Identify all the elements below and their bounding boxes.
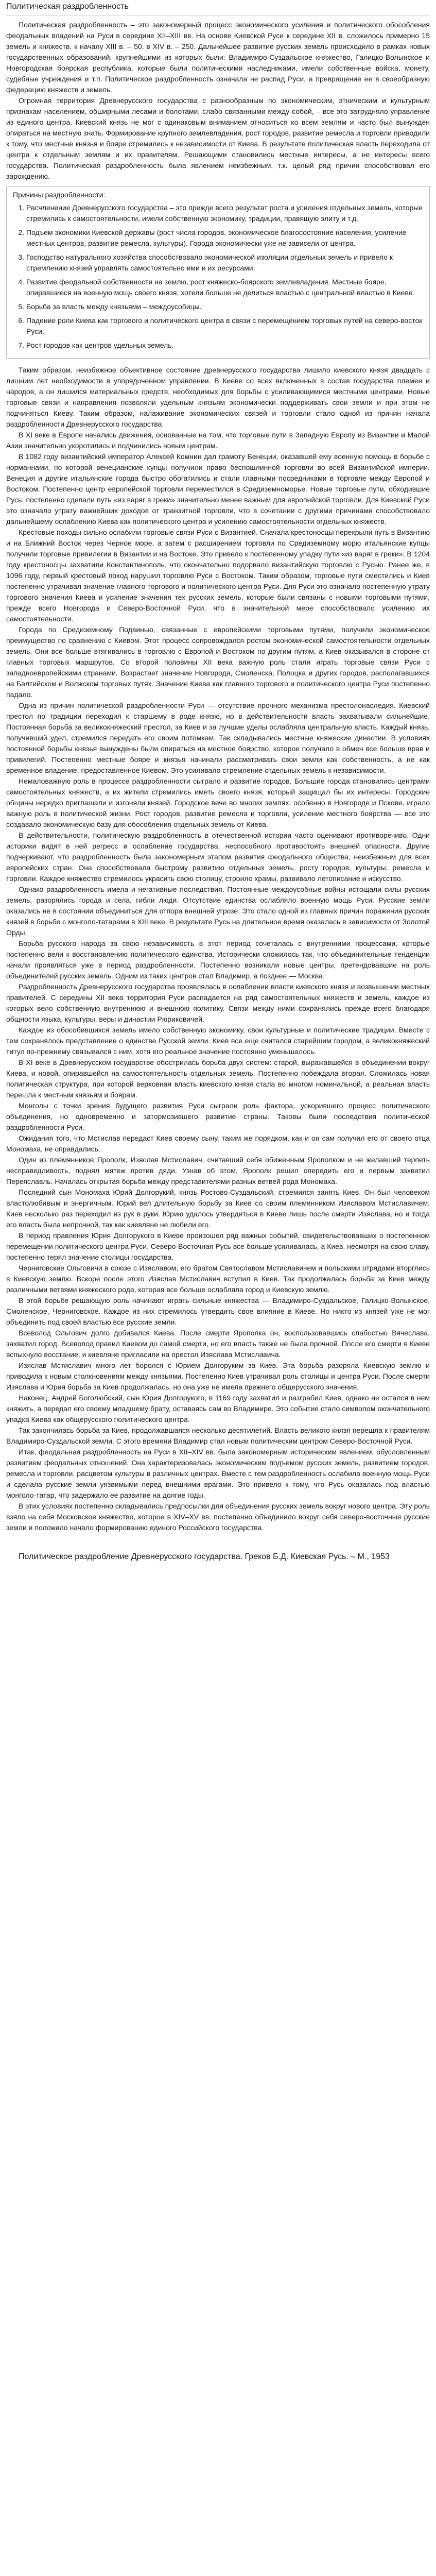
paragraph: В действительности, политическую раздробленность в отечественной истории часто оценивают противоречиво. Одни историки видят в ней регресс и ослабление государства, неспособного противостоять внешней опасности. Другие подчеркивают, что раздробленность была закономерным этапом развития феодального общества, неизбежным для всех европейских стран. Она способствовала быстрому развитию отдельных земель, росту городов, культуры, ремесла и торговли. Каждое княжество стремилось украсить свою столицу, строило храмы, развивало летописание и искусство. xyxy=(6,831,430,883)
cause-text: Подъем экономики Киевской державы (рост числа городов, экономическое благосостояние населения, усиление местных центров, развитие ремесла, культуры). Города экономически уже не зависели от центра. xyxy=(26,228,407,247)
paragraph: Изяслав Мстиславич много лет боролся с Юрием Долгоруким за Киев. Эта борьба разоряла Киевскую землю и приводила к новым столкновениям между князьями. Постепенно Киев утрачивал роль столицы и центра Руси. После смерти Изяслава и Юрия борьба за Киев продолжалась, но она уже не имела прежнего общерусского значения. xyxy=(6,1361,430,1391)
paragraph: Города по Средиземному Подвинью, связанные с европейскими торговыми путями, получили экономическое преимущество по сравнению с Киевом. Этот процесс сопровождался ростом экономической самостоятельности отдельных земель. Они все больше втягивались в торговлю с Европой и Востоком по другим путям, а Киев оказывался в стороне от главных торговых маршрутов. Со второй половины XII века важную роль стали играть торговые связи Руси с западноевропейскими странами. Возрастает значение Новгорода, Смоленска, Полоцка и других городов, располагавшихся на Балтийском и Волжском торговых путях. Значение Киева как главного торгового и политического центра Руси постепенно падало. xyxy=(6,625,430,699)
paragraph: Так закончилась борьба за Киев, продолжавшаяся несколько десятилетий. Власть великого князя перешла к правителям Владимиро-Суздальской земли. С этого времени Владимир стал новым политическим центром Северо-Восточной Руси. xyxy=(6,1426,430,1445)
paragraph: Крестовые походы сильно ослабили торговые связи Руси с Византией. Сначала крестоносцы перекрыли путь в Византию и на Ближний Восток через Черное море, а затем с расширением торговли по Средиземному морю итальянские купцы получили торговые привилегии в Византии и на Востоке. Это привело к постепенному упадку пути «из варяг в греки». В 1204 году крестоносцы захватили Константинополь, что окончательно подорвало византийскую торговлю с Русью. Ранее же, в 1096 году, первый крестовый поход нарушил торговлю Руси с Востоком. Таким образом, торговые пути сместились и Киев постепенно утрачивал значение главного торгового и политического центра Руси. Для Руси это означало постепенную утрату торгового значения Киева и усиление значения тех русских земель, которые были связаны с новыми торговыми путями, прежде всего Новгорода и Северо-Восточной Руси, что в значительной мере способствовало усилению их самостоятельности. xyxy=(6,528,430,623)
paragraph: Однако раздробленность имела и негативные последствия. Постоянные междоусобные войны истощали силы русских земель, разорялись города и села, гибли люди. Отсутствие единства ослабляло военную мощь Руси. Русские земли оказались не в состоянии объединиться для отпора внешней угрозе. Это стало одной из главных причин поражения русских князей в борьбе с монголо-татарами в XIII веке. В результате Русь на длительное время оказалась в зависимости от Золотой Орды. xyxy=(6,885,430,937)
paragraph: Наконец, Андрей Боголюбский, сын Юрия Долгорукого, в 1169 году захватил и разграбил Киев, однако не остался в нем княжить, а передал его своему младшему брату, оставаясь сам во Владимире. Это событие стало символом окончательного упадка Киева как общерусского политического центра. xyxy=(6,1394,430,1423)
cause-number: 7. xyxy=(18,341,24,349)
cause-item xyxy=(13,301,423,312)
paragraph: Последний сын Мономаха Юрий Долгорукий, князь Ростово-Суздальский, стремился занять Киев. Он был человеком властолюбивым и энергичным. Юрий вел длительную борьбу за Киев со своим племянником Изяславом Мстиславичем. Киев несколько раз переходил из рук в руки. Юрию удалось утвердиться в Киеве лишь после смерти Изяслава, но и тогда его власть была непрочной, так как киевляне не любили его. xyxy=(6,1188,430,1229)
paragraph: Монголы с точки зрения будущего развития Руси сыграли роль фактора, ускорившего процесс политического объединения, но одновременно и затормозившего развитие страны. Таковы были последствия политической раздробленности Руси. xyxy=(6,1101,430,1131)
paragraph: Один из племянников Ярополк, Изяслав Мстиславич, считавший себя обиженным Ярополком и не желавший терпеть несправедливость, поднял мятеж против дяди. Узнав об этом, Ярополк решил опередить его и первым захватил Переяславль. Началась открытая борьба между представителями разных ветвей рода Мономаха. xyxy=(6,1156,430,1185)
paragraph: Каждое из обособившихся земель имело собственную экономику, свои культурные и политические традиции. Вместе с тем сохранялось представление о единстве Русской земли. Киев все еще считался старейшим городом, а великокняжеский титул по-прежнему связывался с ним, хотя его реальное значение постоянно уменьшалось. xyxy=(6,1026,430,1056)
paragraph: Огромная территория Древнерусского государства с разнообразным по экономическим, этническим и культурным признакам населением, обширными лесами и болотами, слабо связанными между собой, – все это затрудняло управление из единого центра. Киевский князь не мог с одинаковым вниманием относиться ко всем землям и часто был вынужден опираться на местную знать. Формирование крупного землевладения, рост городов, развитие ремесла и торговли приводили к тому, что местные князья и бояре стремились к независимости от Киева. В результате политическая власть переходила от центра к отдельным землям и их правителям. Решающими становились местные интересы, а не интересы всего государства. Политическая раздробленность была явлением неизбежным, т.к. целый ряд причин способствовал его зарождению. xyxy=(6,96,430,180)
cause-item xyxy=(13,227,423,249)
intro-section xyxy=(6,20,430,182)
cause-number: 2. xyxy=(18,228,24,236)
cause-text: Господство натурального хозяйства способствовало экономической изоляции отдельных земель и привело к стремлению князей управлять самостоятельно ими и их ресурсами. xyxy=(26,253,393,272)
page-title: Политическая раздробленность xyxy=(6,2,129,11)
causes-list xyxy=(13,202,423,351)
cause-number: 6. xyxy=(18,316,24,325)
paragraph: Немаловажную роль в процессе раздробленности сыграло и развитие городов. Большие города становились центрами самостоятельных княжеств, а их жители стремились иметь своего князя, который защищал бы их интересы. Городские общины нередко приглашали и изгоняли князей. Городское вече во многих землях, особенно в Новгороде и Пскове, играло важную роль в политической жизни. Рост городов, развитие ремесла и торговли, усиление местного боярства — все это создавало экономическую базу для обособления отдельных земель от Киева. xyxy=(6,777,430,828)
cause-text: Развитие феодальной собственности на землю, рост княжеско-боярского землевладения. Местные бояре, опиравшиеся на военную мощь своего князя, хотели больше не делиться властью с центральной властью в Киеве. xyxy=(26,278,415,297)
cause-text: Падение роли Киева как торгового и политического центра в связи с перемещением торговых путей на северо-восток Руси. xyxy=(26,316,423,335)
cause-text: Борьба за власть между князьями – междоусобицы. xyxy=(26,302,202,311)
causes-title: Причины раздробленности: xyxy=(13,191,106,199)
paragraph: В XI веке в Европе начались движения, основанные на том, что торговые пути в Западную Европу из Византии и Малой Азии значительно укоротились и подчинились новым центрам. xyxy=(6,431,430,450)
cause-number: 4. xyxy=(18,278,24,286)
cause-number: 1. xyxy=(18,204,24,212)
paragraph: Политическая раздробленность – это закономерный процесс экономического усиления и политического обособления феодальных владений на Руси в середине XII–XIII вв. На основе Киевской Руси к середине XII в. сложилось примерно 15 земель и княжеств, к началу XIII в. – 50, в XIV в. – 250. Дальнейшее развитие русских земель происходило в рамках новых государственных образований, крупнейшими из которых были: Владимиро-Суздальское княжество, Галицко-Волынское и Новгородская боярская республика, которые были политическими наследниками, имели собственные войска, монету, судебные учреждения и т.п. Политическое раздробленность означала не распад Руси, а превращение ее в своеобразную федерацию княжеств и земель. xyxy=(6,21,430,94)
paragraph: Черниговские Ольговичи в союзе с Изяславом, его братом Святославом Мстиславичем и польскими отрядами вторглись в Киевскую землю. Вскоре после этого Изяслав Мстиславич вступил в Киев. Так продолжалась борьба за Киев между различными ветвями княжеского рода, которая все больше ослабляла город и Киевскую землю. xyxy=(6,1264,430,1294)
paragraph: Раздробленность Древнерусского государства проявлялась в ослаблении власти киевского князя и возвышении местных правителей. С середины XII века территория Руси распадается на ряд самостоятельных княжеств и земель, каждое из которых вело собственную внутреннюю и внешнюю политику. Связи между ними сохранялись прежде всего благодаря общности языка, культуры, веры и династии Рюриковичей. xyxy=(6,982,430,1023)
cause-text: Расчленение Древнерусского государства – это прежде всего результат роста и усиления отдельных земель, которые стремились к самостоятельности, имели собственную экономику, традиции, правящую элиту и т.д. xyxy=(26,204,423,223)
paragraph: Итак, феодальная раздробленность на Руси в XII–XIV вв. была закономерным историческим явлением, обусловленным развитием феодальных отношений. Она характеризовалась экономическим подъемом русских земель, развитием городов, ремесла и торговли, расцветом культуры в различных центрах. Вместе с тем раздробленность ослабила военную мощь Руси и сделала русские земли уязвимыми перед внешними врагами. Это привело к тому, что Русь оказалась под властью монголо-татар, что задержало ее развитие на долгие годы. xyxy=(6,1448,430,1499)
cause-item xyxy=(13,277,423,298)
paragraph: В 1082 году византийский император Алексей Комнин дал грамоту Венеции, оказавшей ему военную помощь в борьбе с норманнами, по которой венецианские купцы получили право беспошлинной торговли во всей Византийской империи. Венеция и другие итальянские города быстро обогатились и стали главными посредниками в торговле между Европой и Востоком. Постепенно центр европейской торговли переместился в Средиземноморье. Новые торговые пути, обходившие Русь, постепенно сделали путь «из варяг в греки» значительно менее важным для европейской торговли. Для Киевской Руси это означало утрату важнейших доходов от транзитной торговли, что в сочетании с другими причинами способствовало дальнейшему ослаблению Киева как политического центра и усилению самостоятельности отдельных княжеств. xyxy=(6,452,430,526)
cause-text: Рост городов как центров удельных земель. xyxy=(26,341,174,349)
paragraph: В этих условиях постепенно складывались предпосылки для объединения русских земель вокруг нового центра. Эту роль взяло на себя Московское княжество, которое в XIV–XV вв. постепенно объединило вокруг себя северо-восточные русские земли и положило начало формированию единого Российского государства. xyxy=(6,1502,430,1532)
cause-item xyxy=(13,202,423,224)
cause-number: 5. xyxy=(18,302,24,311)
cause-item xyxy=(13,315,423,337)
paragraph: В этой борьбе решающую роль начинают играть сильные княжества — Владимиро-Суздальское, Галицко-Волынское, Смоленское, Черниговское. Каждое из них стремилось утвердить свое влияние в Киеве. Но никто из князей уже не мог объединить под своей властью все русские земли. xyxy=(6,1296,430,1326)
causes-box xyxy=(6,186,430,359)
paragraph: Всеволод Ольгович долго добивался Киева. После смерти Ярополка он, воспользовавшись слабостью Вячеслава, захватил город. Всеволод правил Киевом до самой смерти, но его власть также не была прочной. После его смерти в Киеве вспыхнуло восстание, и киевляне пригласили на престол Изяслава Мстиславича. xyxy=(6,1329,430,1359)
paragraph: Таким образом, неизбежное объективное состояние древнерусского государства лишило киевского князя двадцать с лишним лет необходимости в упорядоченном управлении. В Киеве со всех включенных в состав государства племен и народов, а он лишился материальных средств, необходимых для борьбы с усиливающимися местными центрами. Новые торговые связи и направления позволяли удельным князьям экономически поддерживать свои земли и при этом не подчиняться Киеву. Таким образом, налаживание экономических связей и торговли стало одной из причин начала раздробленности Древнерусского государства. xyxy=(6,366,430,428)
paragraph: В XI веке в Древнерусском государстве обострилась борьба двух систем: старой, выражавшейся в объединении вокруг Киева, и новой, опиравшейся на самостоятельность отдельных земель. Постепенно побеждала вторая. Сложилась новая политическая структура, при которой верховная власть киевского князя стала во многом номинальной, а реальная власть перешла к местным князьям и боярам. xyxy=(6,1058,430,1099)
paragraph: Ожидания того, что Мстислав передаст Киев своему сыну, таким же порядком, как и он сам получил его от своего отца Мономаха, не оправдались. xyxy=(6,1134,430,1153)
cause-item xyxy=(13,340,423,351)
paragraph: Борьба русского народа за свою независимость в этот период сочеталась с внутренними процессами, которые постепенно вели к восстановлению политического единства. Исторически сложилось так, что объединительные тенденции начали проявляться уже в период раздробленности. Постепенно возникали новые центры, претендовавшие на роль объединителей русских земель. Одним из таких центров стал Владимир, а позднее — Москва. xyxy=(6,939,430,980)
paragraph: В период правления Юрия Долгорукого в Киеве произошел ряд важных событий, свидетельствовавших о постепенном перемещении политического центра Руси. Северо-Восточная Русь все больше усиливалась, а Киев, несмотря на свою славу, постепенно терял значение столицы государства. xyxy=(6,1231,430,1261)
cause-item xyxy=(13,252,423,274)
cause-number: 3. xyxy=(18,253,24,261)
source-citation: Политическое раздробление Древнерусского государства. Греков Б.Д. Киевская Русь. – М., 1953 xyxy=(19,1552,390,1561)
main-section xyxy=(6,365,430,1533)
paragraph: Одна из причин политической раздробленности Руси — отсутствие прочного механизма престолонаследия. Киевский престол по традиции переходил к старшему в роде князю, но в действительности власть захватывали сильнейшие. Постоянная борьба за великокняжеский престол, за Киев и за лучшие уделы ослабляла центральную власть. Каждый князь, получивший удел, стремился передать его своим потомкам. Так складывались местные княжеские династии. В условиях постоянной борьбы князья вынуждены были опираться на местное боярство, которое получало в обмен все больше прав и привилегий. Постепенно местные бояре и князья начинали рассматривать свои земли как собственность, а не как временное владение, предоставленное Киевом. Это усиливало стремление отдельных земель к независимости. xyxy=(6,701,430,774)
